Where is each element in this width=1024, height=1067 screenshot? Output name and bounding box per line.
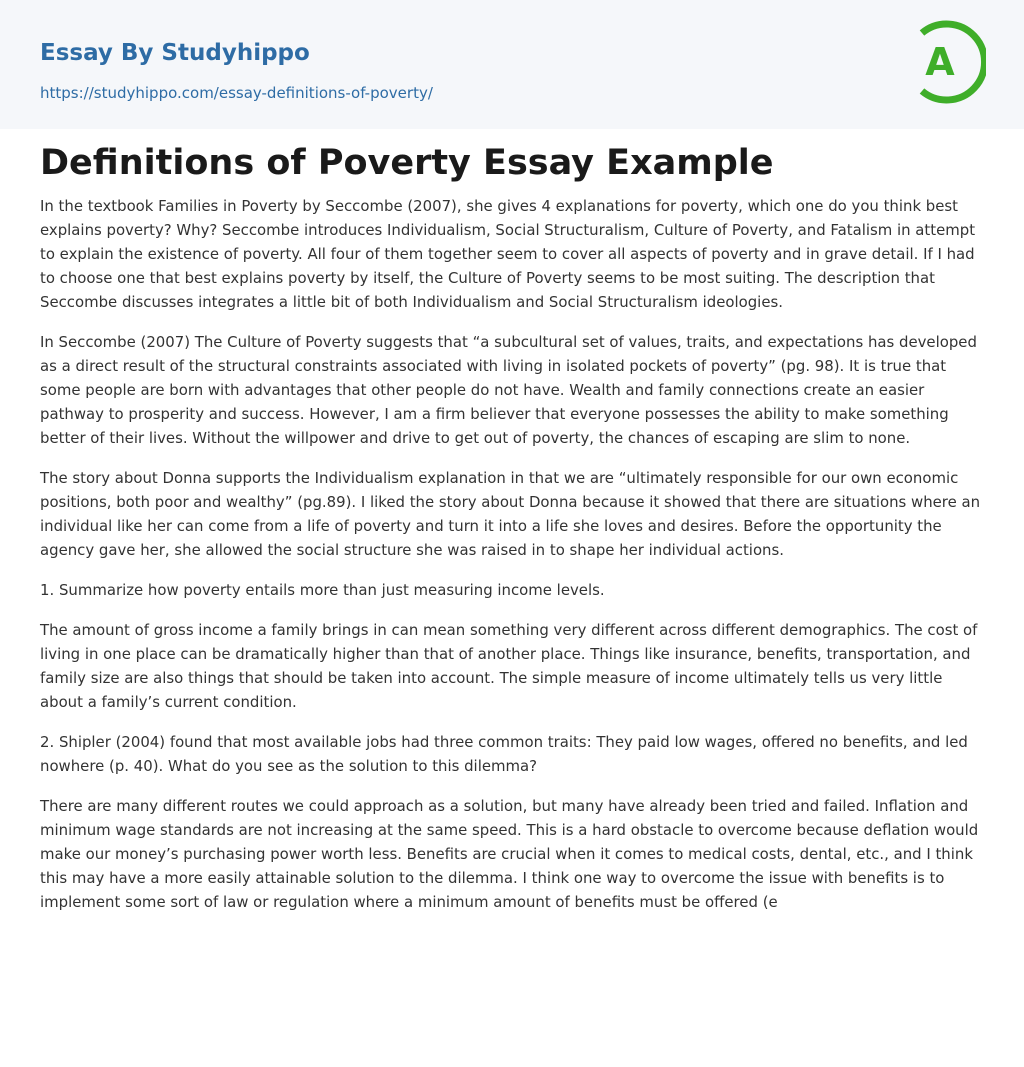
studyhippo-logo-icon[interactable] bbox=[912, 20, 986, 104]
essay-paragraph-1: In the textbook Families in Poverty by Seccombe (2007), she gives 4 explanations for poverty, which one do you think best explains poverty? Why? Seccombe introduces Individualism, Social Structuralism, Culture of Poverty, and Fatalism in attempt to explain the existence of poverty. All four of them together seem to cover all aspects of poverty and in grave detail. If I had to choose one that best explains poverty by itself, the Culture of Poverty seems to be most suiting. The description that Seccombe discusses integrates a little bit of both Individualism and Social Structuralism ideologies. bbox=[40, 197, 976, 311]
page-title: Definitions of Poverty Essay Example bbox=[40, 143, 774, 183]
site-brand[interactable]: Essay By Studyhippo bbox=[40, 40, 310, 66]
essay-paragraph-4: The amount of gross income a family brings in can mean something very different across different demographics. The cost of living in one place can be dramatically higher than that of another place. Things like insurance, benefits, transportation, and family size are also things that should be taken into account. The simple measure of income ultimately tells us very little about a family’s current condition. bbox=[40, 621, 978, 711]
essay-paragraph-2: In Seccombe (2007) The Culture of Poverty suggests that “a subcultural set of values, traits, and expectations has developed as a direct result of the structural constraints associated with living in isolated pockets of poverty” (pg. 98). It is true that some people are born with advantages that other people do not have. Wealth and family connections create an easier pathway to prosperity and success. However, I am a firm believer that everyone possesses the ability to make something better of their lives. Without the willpower and drive to get out of poverty, the chances of escaping are slim to none. bbox=[40, 333, 977, 447]
essay-paragraph-5: There are many different routes we could approach as a solution, but many have already been tried and failed. Inflation and minimum wage standards are not increasing at the same speed. This is a hard obstacle to overcome because deflation would make our money’s purchasing power worth less. Benefits are crucial when it comes to medical costs, dental, etc., and I think this may have a more easily attainable solution to the dilemma. I think one way to overcome the issue with benefits is to implement some sort of law or regulation where a minimum amount of benefits must be offered (e bbox=[40, 797, 979, 911]
site-header bbox=[0, 0, 1024, 129]
essay-body bbox=[40, 194, 984, 930]
essay-paragraph-3: The story about Donna supports the Individualism explanation in that we are “ultimately responsible for our own economic positions, both poor and wealthy” (pg.89). I liked the story about Donna because it showed that there are situations where an individual like her can come from a life of poverty and turn it into a life she loves and desires. Before the opportunity the agency gave her, she allowed the social structure she was raised in to shape her individual actions. bbox=[40, 469, 981, 559]
essay-url-link[interactable]: https://studyhippo.com/essay-definitions-of-poverty/ bbox=[40, 84, 433, 102]
essay-question-1: 1. Summarize how poverty entails more than just measuring income levels. bbox=[40, 581, 605, 599]
essay-question-2: 2. Shipler (2004) found that most available jobs had three common traits: They paid low wages, offered no benefits, and led nowhere (p. 40). What do you see as the solution to this dilemma? bbox=[40, 733, 968, 775]
logo-letter: A bbox=[925, 40, 955, 84]
